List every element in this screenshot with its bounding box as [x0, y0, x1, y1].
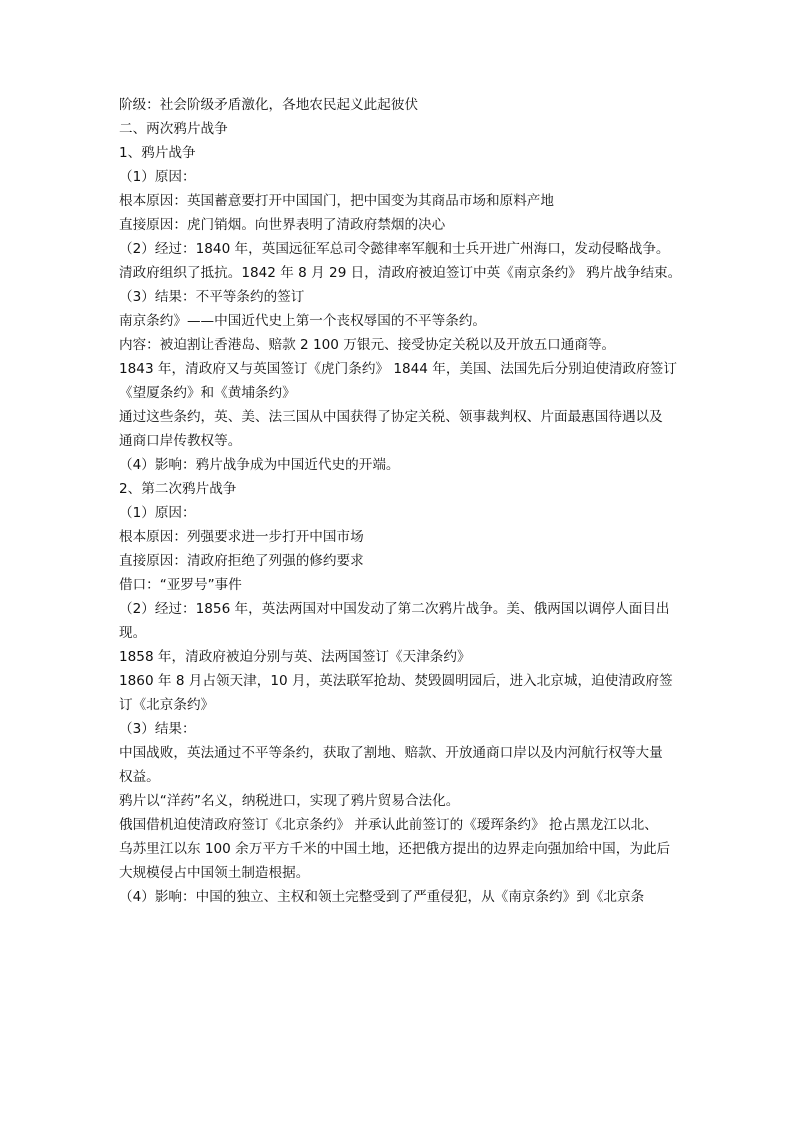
text-line-russia-end: 大规模侵占中国领土制造根据。 — [119, 865, 310, 881]
text-line-privileges: 通过这些条约，英、美、法三国从中国获得了协定关税、领事裁判权、片面最惠国待遇以及 — [119, 409, 663, 425]
item-heading-impact: （4）影响：鸦片战争成为中国近代史的开端。 — [119, 457, 400, 473]
text-line-direct-cause: 直接原因：虎门销烟。向世界表明了清政府禁烟的决心 — [119, 217, 446, 233]
text-line-root-cause-2: 根本原因：列强要求进一步打开中国市场 — [119, 529, 364, 545]
text-line-root-cause: 根本原因：英国蓄意要打开中国国门，把中国变为其商品市场和原料产地 — [119, 193, 554, 209]
text-line-wangxia-whampoa: 《望厦条约》和《黄埔条约》 — [119, 385, 296, 401]
text-line-russia-continued: 乌苏里江以东 100 余万平方千米的中国土地，还把俄方提出的边界走向强加给中国，为此后 — [119, 841, 671, 857]
text-line-defeat: 中国战败，英法通过不平等条约，获取了割地、赔款、开放通商口岸以及内河航行权等大量 — [119, 745, 663, 761]
item-heading-causes: （1）原因： — [119, 169, 196, 185]
text-line-course-2: （2）经过：1856 年，英法两国对中国发动了第二次鸦片战争。美、俄两国以调停人面目出 — [119, 601, 670, 617]
text-line-1860-events: 1860 年 8 月占领天津，10 月，英法联军抢劫、焚毁圆明园后，进入北京城，迫使清政府签 — [119, 673, 673, 689]
subsection-heading-first-opium-war: 1、鸦片战争 — [119, 145, 196, 161]
text-line-beijing-treaty: 订《北京条约》 — [119, 697, 215, 713]
text-line-tianjin-treaty: 1858 年，清政府被迫分别与英、法两国签订《天津条约》 — [119, 649, 471, 665]
text-line-course-continued: 清政府组织了抵抗。1842 年 8 月 29 日，清政府被迫签订中英《南京条约》 鸦片战争结束。 — [119, 265, 682, 281]
item-heading-results-2: （3）结果： — [119, 721, 196, 737]
text-line-course: （2）经过：1840 年，英国远征军总司令懿律率军舰和士兵开进广州海口，发动侵略战争。 — [119, 241, 670, 257]
subsection-heading-second-opium-war: 2、第二次鸦片战争 — [119, 481, 237, 497]
text-line-russia: 俄国借机迫使清政府签订《北京条约》 并承认此前签订的《瑷珲条约》 抢占黑龙江以北、 — [119, 817, 658, 833]
section-heading-opium-wars: 二、两次鸦片战争 — [119, 121, 228, 137]
text-line-treaty-content: 内容：被迫割让香港岛、赔款 2 100 万银元、接受协定关税以及开放五口通商等。 — [119, 337, 616, 353]
text-line-pretext: 借口：“亚罗号”事件 — [119, 577, 242, 593]
text-line-defeat-continued: 权益。 — [119, 769, 160, 785]
text-line-course-2-continued: 现。 — [119, 625, 147, 641]
item-heading-causes-2: （1）原因： — [119, 505, 196, 521]
text-line-impact-2: （4）影响：中国的独立、主权和领土完整受到了严重侵犯，从《南京条约》到《北京条 — [119, 889, 645, 905]
item-heading-results: （3）结果：不平等条约的签订 — [119, 289, 305, 305]
text-line-class-conflict: 阶级：社会阶级矛盾激化，各地农民起义此起彼伏 — [119, 97, 419, 113]
text-line-nanjing-treaty: 南京条约》——中国近代史上第一个丧权辱国的不平等条约。 — [119, 313, 487, 329]
text-line-privileges-continued: 通商口岸传教权等。 — [119, 433, 242, 449]
text-line-direct-cause-2: 直接原因：清政府拒绝了列强的修约要求 — [119, 553, 364, 569]
text-line-1843-treaties: 1843 年，清政府又与英国签订《虎门条约》 1844 年，美国、法国先后分别迫使清政府签订 — [119, 361, 677, 377]
text-line-opium-legalized: 鸦片以“洋药”名义，纳税进口，实现了鸦片贸易合法化。 — [119, 793, 460, 809]
document-body — [119, 93, 684, 909]
